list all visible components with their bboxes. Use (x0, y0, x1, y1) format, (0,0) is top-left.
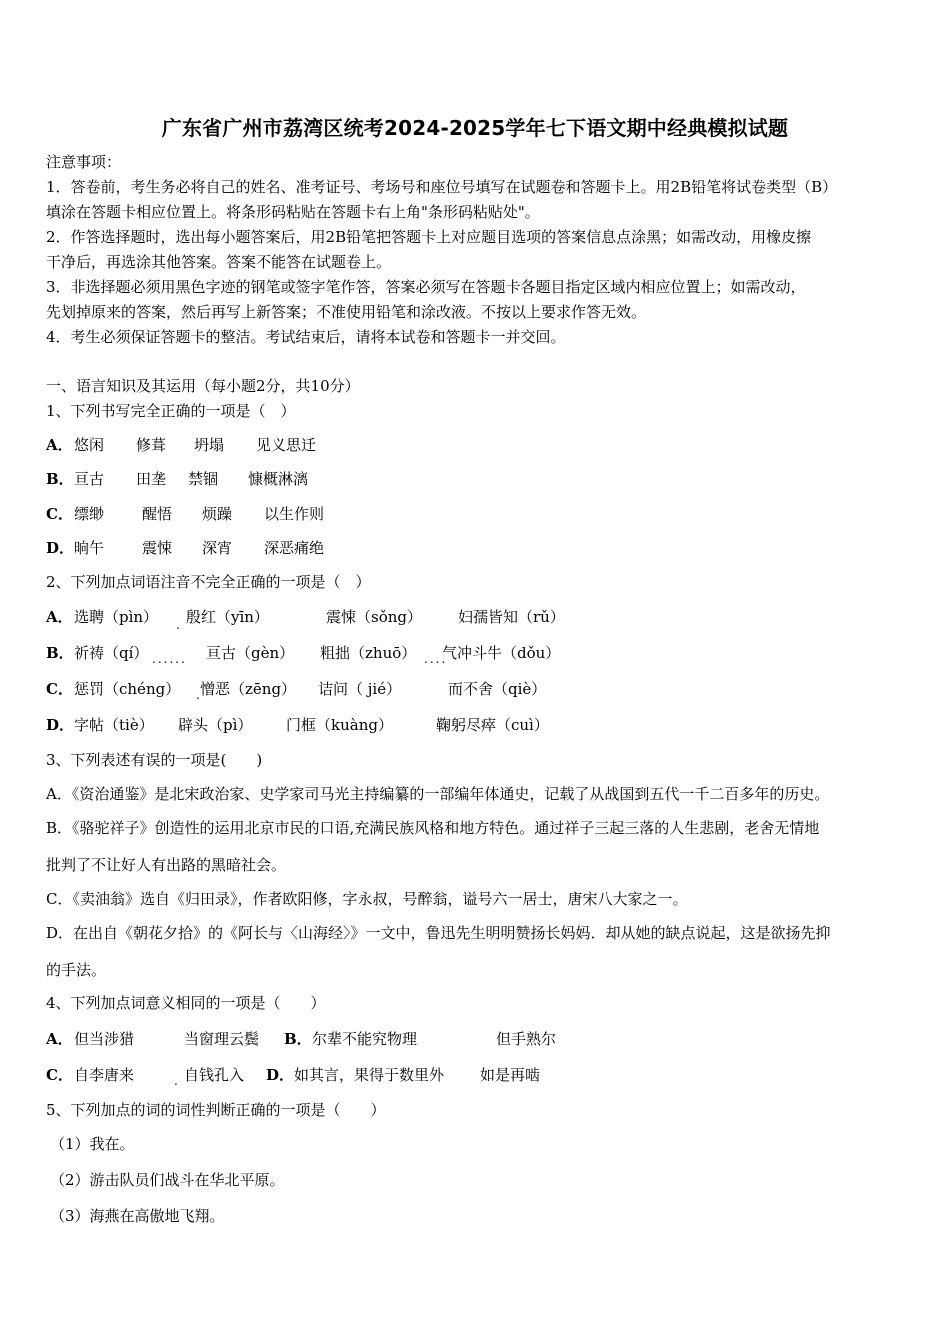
question-stem-3: 3、下列表述有误的一项是( ) (46, 751, 263, 769)
option-item: 亘古（gèn） (206, 644, 295, 662)
option-item: 醒悟 (142, 505, 173, 523)
option-label: A． (46, 436, 73, 454)
option-item: 震悚（sǒng） (326, 608, 422, 626)
option-label: D． (266, 1066, 295, 1084)
question-stem-1: 1、下列书写完全正确的一项是（ ） (46, 402, 296, 420)
option-label: A． (46, 1030, 73, 1048)
option-label: A． (46, 608, 73, 626)
question-stem-4: 4、下列加点词意义相同的一项是（ ） (46, 994, 326, 1012)
notice-line: 填涂在答题卡相应位置上。将条形码粘贴在答题卡右上角"条形码粘贴处"。 (46, 203, 540, 221)
option-item: 辟头（pì） (178, 716, 253, 734)
option-item: 自钱孔入 (184, 1066, 245, 1084)
option-item: 字帖（tiè） (74, 716, 154, 734)
q3-option-d-cont: 的手法。 (46, 961, 107, 979)
option-item: 粗拙（zhuō） (320, 644, 417, 662)
option-item: 尔辈不能究物理 (312, 1030, 418, 1048)
q3-option-b: B．《骆驼祥子》创造性的运用北京市民的口语,充满民族风格和地方特色。通过祥子三起三落的人生悲剧，老舍无情地 (46, 819, 820, 837)
option-item: 选聘（pìn） (74, 608, 159, 626)
emphasis-dot: . (174, 1074, 180, 1088)
option-item: 慷概淋漓 (248, 470, 309, 488)
notice-line: 2．作答选择题时，选出每小题答案后，用2B铅笔把答题卡上对应题目选项的答案信息点涂黑；如需改动，用橡皮擦 (46, 228, 812, 246)
option-item: 坍塌 (194, 436, 225, 454)
option-item: 但当涉猎 (74, 1030, 135, 1048)
option-item: 诘问（ jié） (318, 680, 402, 698)
emphasis-dot: ...... (152, 652, 187, 666)
option-item: 祈祷（qí） (74, 644, 149, 662)
option-label: B． (46, 644, 74, 662)
notice-line: 干净后，再选涂其他答案。答案不能答在试题卷上。 (46, 253, 392, 271)
option-item: 缥缈 (74, 505, 105, 523)
emphasis-dot: . (176, 618, 182, 632)
emphasis-dot: . (196, 688, 202, 702)
section-heading: 一、语言知识及其运用（每小题2分，共10分） (46, 377, 360, 395)
option-item: 深恶痛绝 (264, 539, 325, 557)
exam-title: 广东省广州市荔湾区统考2024-2025学年七下语文期中经典模拟试题 (161, 116, 789, 140)
option-label: D． (46, 539, 75, 557)
option-label: B． (284, 1030, 312, 1048)
option-item: 鞠躬尽瘁（cuì） (436, 716, 549, 734)
option-item: 如其言，果得于数里外 (294, 1066, 445, 1084)
option-label: D． (46, 716, 75, 734)
q3-option-b-cont: 批判了不让好人有出路的黑暗社会。 (46, 856, 287, 874)
notice-line: 1．答卷前，考生务必将自己的姓名、准考证号、考场号和座位号填写在试题卷和答题卡上。用2B铅笔将试卷类型（B） (46, 178, 838, 196)
option-item: 修葺 (136, 436, 167, 454)
option-item: 烦躁 (202, 505, 233, 523)
option-item: 亘古 (74, 470, 105, 488)
q5-item: （3）海燕在高傲地飞翔。 (50, 1207, 225, 1225)
option-item: 禁锢 (188, 470, 219, 488)
option-item: 门框（kuàng） (286, 716, 393, 734)
option-item: 悠闲 (74, 436, 105, 454)
option-item: 妇孺皆知（rǔ） (458, 608, 565, 626)
option-item: 而不舍（qiè） (448, 680, 547, 698)
option-item: 如是再啮 (480, 1066, 541, 1084)
option-label: C． (46, 505, 73, 523)
option-item: 深宵 (202, 539, 233, 557)
q5-item: （1）我在。 (50, 1135, 135, 1153)
option-item: 但手熟尔 (496, 1030, 557, 1048)
option-item: 田垄 (136, 470, 167, 488)
question-stem-2: 2、下列加点词语注音不完全正确的一项是（ ） (46, 573, 371, 591)
notice-heading: 注意事项： (46, 153, 122, 171)
option-item: 殷红（yīn） (186, 608, 269, 626)
q5-item: （2）游击队员们战斗在华北平原。 (50, 1171, 285, 1189)
option-item: 晌午 (74, 539, 105, 557)
question-stem-5: 5、下列加点的词的词性判断正确的一项是（ ） (46, 1101, 386, 1119)
q3-option-a: A．《资治通鉴》是北宋政治家、史学家司马光主持编纂的一部编年体通史，记载了从战国到五代一千二百多年的历史。 (46, 785, 830, 803)
notice-line: 先划掉原来的答案，然后再写上新答案；不准使用铅笔和涂改液。不按以上要求作答无效。 (46, 303, 647, 321)
option-item: 见义思迁 (256, 436, 317, 454)
q3-option-c: C．《卖油翁》选自《归田录》，作者欧阳修，字永叔，号醉翁，谥号六一居士，唐宋八大家之一。 (46, 890, 688, 908)
notice-line: 3．非选择题必须用黑色字迹的钢笔或签字笔作答，答案必须写在答题卡各题目指定区域内相应位置上；如需改动， (46, 278, 806, 296)
option-item: 气冲斗牛（dǒu） (442, 644, 561, 662)
option-item: 震悚 (142, 539, 173, 557)
option-item: 自李唐来 (74, 1066, 135, 1084)
q3-option-d: D．在出自《朝花夕拾》的《阿长与〈山海经〉》一文中，鲁迅先生明明赞扬长妈妈．却从她的缺点说起，这是欲扬先抑 (46, 924, 831, 942)
option-item: 当窗理云鬓 (184, 1030, 260, 1048)
option-item: 以生作则 (264, 505, 325, 523)
option-item: 憎恶（zēng） (200, 680, 297, 698)
option-label: B． (46, 470, 74, 488)
option-label: C． (46, 680, 73, 698)
notice-line: 4．考生必须保证答题卡的整洁。考试结束后，请将本试卷和答题卡一并交回。 (46, 328, 566, 346)
option-item: 惩罚（chéng） (74, 680, 181, 698)
emphasis-dot: .... (424, 652, 448, 666)
option-label: C． (46, 1066, 73, 1084)
